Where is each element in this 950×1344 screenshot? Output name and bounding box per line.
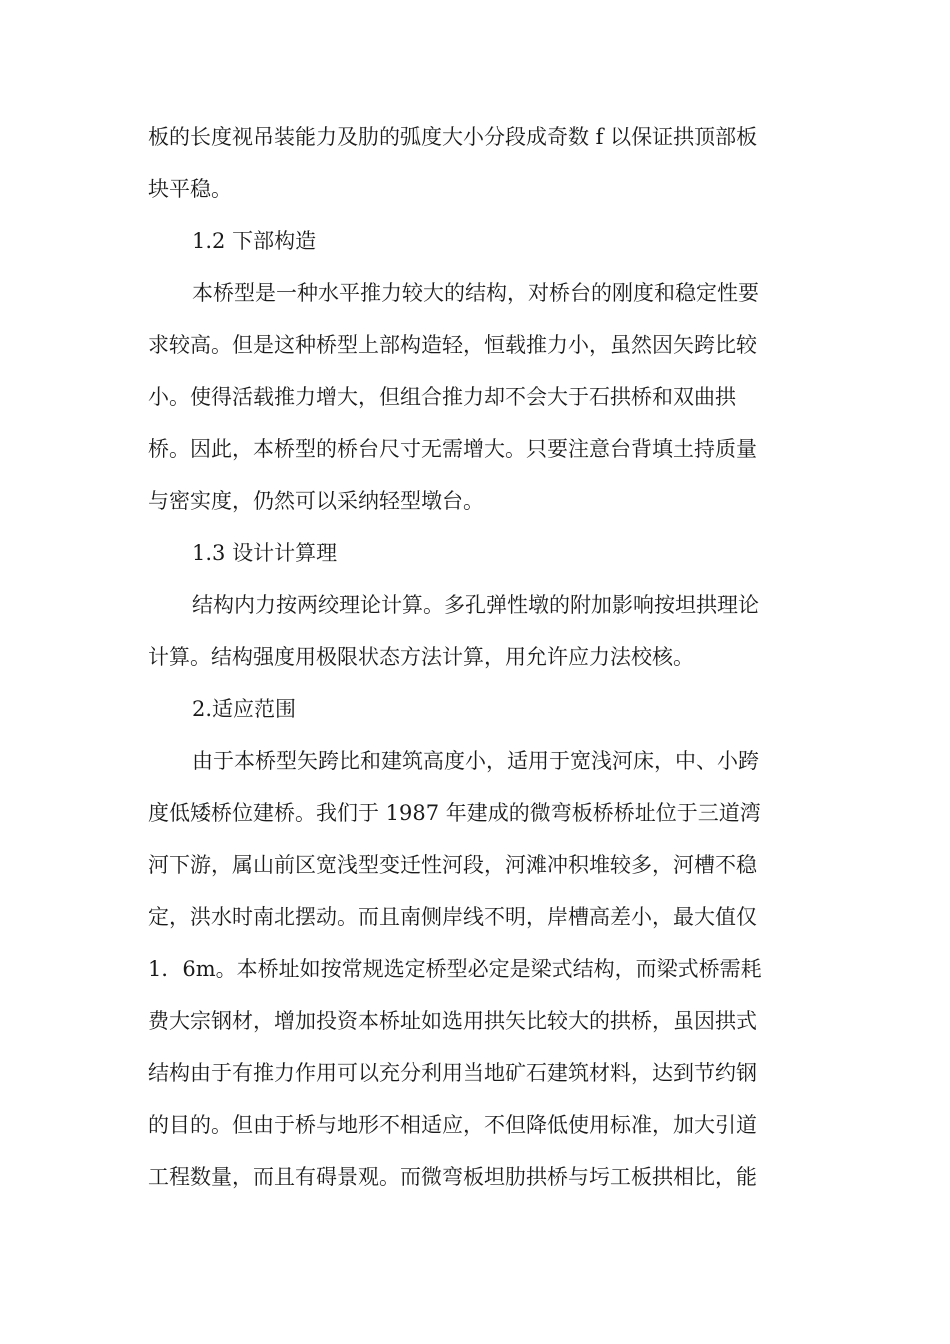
text-line: 桥。因此，本桥型的桥台尺寸无需增大。只要注意台背填土持质量 <box>148 437 757 461</box>
text-line: 结构内力按两绞理论计算。多孔弹性墩的附加影响按坦拱理论 <box>192 593 759 617</box>
text-line: 本桥型是一种水平推力较大的结构，对桥台的刚度和稳定性要 <box>192 281 759 305</box>
text-line: 块平稳。 <box>148 177 232 201</box>
section-heading: 1.3 设计计算理 <box>192 541 338 565</box>
section-heading: 2.适应范围 <box>192 697 297 721</box>
text-line: 河下游，属山前区宽浅型变迁性河段，河滩冲积堆较多，河槽不稳 <box>148 853 757 877</box>
text-line: 的目的。但由于桥与地形不相适应，不但降低使用标准，加大引道 <box>148 1113 757 1137</box>
text-line: 小。使得活载推力增大，但组合推力却不会大于石拱桥和双曲拱 <box>148 385 736 409</box>
text-line: 费大宗钢材，增加投资本桥址如选用拱矢比较大的拱桥，虽因拱式 <box>148 1009 757 1033</box>
text-line: 1．6m。本桥址如按常规选定桥型必定是梁式结构，而梁式桥需耗 <box>148 957 762 981</box>
text-line: 求较高。但是这种桥型上部构造轻，恒载推力小，虽然因矢跨比较 <box>148 333 757 357</box>
text-line: 计算。结构强度用极限状态方法计算，用允许应力法校核。 <box>148 645 694 669</box>
text-line: 与密实度，仍然可以采纳轻型墩台。 <box>148 489 484 513</box>
text-line: 度低矮桥位建桥。我们于 1987 年建成的微弯板桥桥址位于三道湾 <box>148 801 761 825</box>
section-heading: 1.2 下部构造 <box>192 229 317 253</box>
text-line: 工程数量，而且有碍景观。而微弯板坦肋拱桥与圬工板拱相比，能 <box>148 1165 757 1189</box>
text-line: 由于本桥型矢跨比和建筑高度小，适用于宽浅河床，中、小跨 <box>192 749 759 773</box>
text-line: 定，洪水时南北摆动。而且南侧岸线不明，岸槽高差小，最大值仅 <box>148 905 757 929</box>
text-line: 板的长度视吊装能力及肋的弧度大小分段成奇数 f 以保证拱顶部板 <box>148 125 758 149</box>
text-line: 结构由于有推力作用可以充分利用当地矿石建筑材料，达到节约钢 <box>148 1061 757 1085</box>
